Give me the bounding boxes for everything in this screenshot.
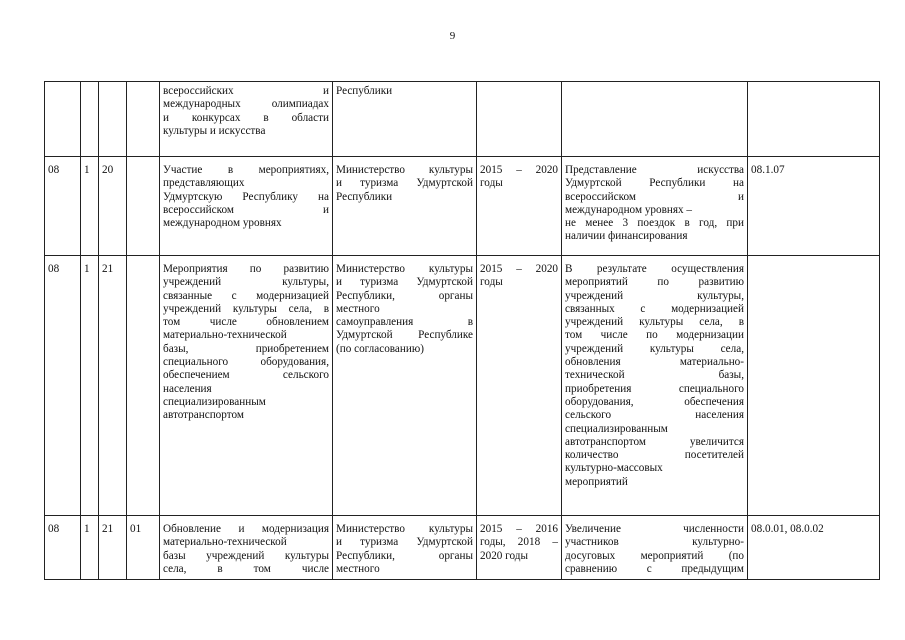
- cell-text-line: специализированным: [565, 422, 668, 435]
- cell-text-line: села, в том числе: [163, 562, 329, 575]
- cell-text-line: специального оборудования,: [163, 356, 329, 369]
- cell-indicator: [748, 82, 880, 157]
- cell-m: [127, 82, 160, 157]
- cell-text-line: международных олимпиадах: [163, 98, 329, 111]
- cell-period: [477, 256, 562, 516]
- cell-text-line: учреждений культуры села, в: [163, 302, 329, 315]
- cell-text-line: наличии финансирования: [565, 230, 688, 243]
- cell-text-line: всероссийском и: [163, 203, 329, 216]
- cell-text-line: досуговых мероприятий (по: [565, 549, 744, 562]
- cell-text-line: том числе обновлением: [163, 316, 329, 329]
- cell-text-line: материально-технической: [163, 536, 287, 549]
- cell-om: 20: [99, 157, 127, 256]
- cell-text-line: представляющих: [163, 177, 245, 190]
- cell-text-line: том числе по модернизации: [565, 329, 744, 342]
- cell-text-line: учреждений культуры,: [163, 276, 329, 289]
- cell-result: [562, 82, 748, 157]
- cell-text-line: базы, приобретением: [163, 342, 329, 355]
- cell-period: [477, 82, 562, 157]
- cell-text-line: мероприятий: [565, 475, 628, 488]
- cell-text-line: оборудования, обеспечения: [565, 395, 744, 408]
- cell-text-line: Увеличение численности: [565, 523, 744, 535]
- cell-text-line: Республики: [336, 190, 393, 203]
- cell-text-line: местного: [336, 562, 380, 575]
- cell-text-line: всероссийском и: [565, 190, 744, 203]
- page-number: 9: [449, 30, 456, 42]
- cell-pp: [81, 82, 99, 157]
- cell-gp: 08: [45, 256, 81, 516]
- cell-text-line: Обновление и модернизация: [163, 523, 329, 535]
- cell-text-line: Министерство культуры: [336, 164, 473, 176]
- cell-text-line: Представление искусства: [565, 164, 744, 176]
- cell-text-line: Республики: [336, 85, 393, 97]
- cell-text-line: автотранспортом: [163, 409, 244, 422]
- table-row: [45, 82, 880, 157]
- cell-pp: 1: [81, 516, 99, 580]
- cell-text-line: населения: [163, 382, 212, 395]
- cell-om: 21: [99, 516, 127, 580]
- cell-om: 21: [99, 256, 127, 516]
- cell-name: [160, 82, 333, 157]
- cell-result: [562, 256, 748, 516]
- cell-text-line: В результате осуществления: [565, 263, 744, 275]
- cell-name: [160, 516, 333, 580]
- cell-pp: 1: [81, 256, 99, 516]
- cell-text-line: Министерство культуры: [336, 263, 473, 275]
- cell-text-line: приобретения специального: [565, 382, 744, 395]
- cell-executor: [333, 157, 477, 256]
- cell-text-line: Удмуртской Республике: [336, 329, 473, 342]
- cell-indicator: 08.1.07: [748, 157, 880, 256]
- cell-result: [562, 516, 748, 580]
- table-row: [45, 256, 880, 516]
- cell-text-line: Участие в мероприятиях,: [163, 164, 329, 176]
- cell-text-line: и туризма Удмуртской: [336, 536, 473, 549]
- cell-text-line: участников культурно-: [565, 536, 744, 549]
- cell-text-line: количество посетителей: [565, 449, 744, 462]
- cell-text-line: международном уровнях: [163, 217, 282, 230]
- cell-text-line: технической базы,: [565, 369, 744, 382]
- cell-m: [127, 256, 160, 516]
- cell-text-line: обеспечением сельского: [163, 369, 329, 382]
- table-row: [45, 157, 880, 256]
- cell-executor: [333, 256, 477, 516]
- cell-text-line: всероссийских и: [163, 85, 329, 97]
- cell-text-line: обновления материально-: [565, 356, 744, 369]
- cell-gp: 08: [45, 157, 81, 256]
- cell-text-line: сельского населения: [565, 409, 744, 422]
- cell-text-line: годы, 2018 –: [480, 536, 558, 549]
- cell-indicator: 08.0.01, 08.0.02: [748, 516, 880, 580]
- cell-text-line: самоуправления в: [336, 316, 473, 329]
- cell-gp: [45, 82, 81, 157]
- cell-text-line: и конкурсах в области: [163, 111, 329, 124]
- cell-text-line: учреждений культуры,: [565, 289, 744, 302]
- cell-text-line: культуры и искусства: [163, 124, 266, 137]
- cell-name: [160, 157, 333, 256]
- cell-text-line: годы: [480, 276, 503, 289]
- cell-text-line: Республики, органы: [336, 289, 473, 302]
- cell-text-line: и туризма Удмуртской: [336, 276, 473, 289]
- cell-executor: [333, 82, 477, 157]
- cell-text-line: местного: [336, 302, 380, 315]
- cell-gp: 08: [45, 516, 81, 580]
- cell-name: [160, 256, 333, 516]
- cell-text-line: Мероприятия по развитию: [163, 263, 329, 275]
- cell-text-line: материально-технической: [163, 329, 287, 342]
- cell-text-line: базы учреждений культуры: [163, 549, 329, 562]
- cell-text-line: и туризма Удмуртской: [336, 177, 473, 190]
- cell-indicator: [748, 256, 880, 516]
- cell-text-line: связанных с модернизацией: [565, 302, 744, 315]
- cell-executor: [333, 516, 477, 580]
- cell-om: [99, 82, 127, 157]
- cell-text-line: Удмуртскую Республику на: [163, 190, 329, 203]
- cell-period: [477, 157, 562, 256]
- cell-text-line: (по согласованию): [336, 342, 424, 355]
- cell-m: [127, 157, 160, 256]
- cell-pp: 1: [81, 157, 99, 256]
- cell-text-line: 2015 – 2020: [480, 263, 558, 275]
- cell-text-line: специализированным: [163, 395, 266, 408]
- cell-text-line: мероприятий по развитию: [565, 276, 744, 289]
- cell-text-line: учреждений культуры села,: [565, 342, 744, 355]
- cell-result: [562, 157, 748, 256]
- cell-m: 01: [127, 516, 160, 580]
- cell-text-line: не менее 3 поездок в год, при: [565, 217, 744, 230]
- cell-period: [477, 516, 562, 580]
- cell-text-line: автотранспортом увеличится: [565, 435, 744, 448]
- cell-text-line: Удмуртской Республики на: [565, 177, 744, 190]
- cell-text-line: 2015 – 2016: [480, 523, 558, 535]
- cell-text-line: связанные с модернизацией: [163, 289, 329, 302]
- cell-text-line: учреждений культуры села, в: [565, 316, 744, 329]
- cell-text-line: культурно-массовых: [565, 462, 663, 475]
- cell-text-line: сравнению с предыдущим: [565, 562, 744, 575]
- cell-text-line: 2015 – 2020: [480, 164, 558, 176]
- cell-text-line: международном уровнях –: [565, 203, 692, 216]
- program-table: [44, 81, 880, 580]
- cell-text-line: Республики, органы: [336, 549, 473, 562]
- cell-text-line: Министерство культуры: [336, 523, 473, 535]
- cell-text-line: 2020 годы: [480, 549, 528, 562]
- cell-text-line: годы: [480, 177, 503, 190]
- table-row: [45, 516, 880, 580]
